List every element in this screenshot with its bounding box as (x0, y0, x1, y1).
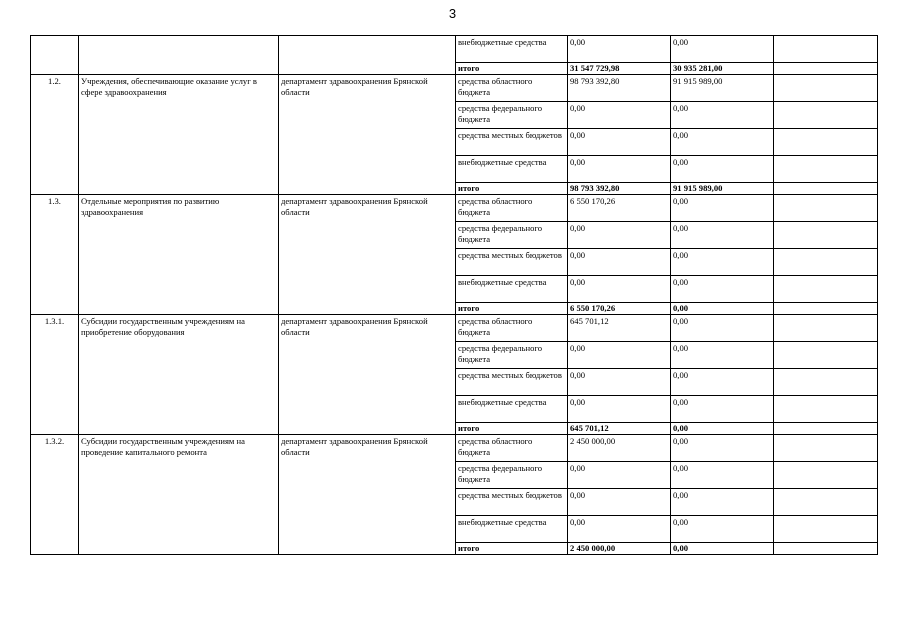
item-name: Субсидии государственным учреждениям на проведение капитального ремонта (79, 435, 279, 555)
table-row (31, 315, 878, 342)
funding-value-2: 0,00 (671, 516, 774, 543)
funding-value-2: 0,00 (671, 156, 774, 183)
funding-source-label: средства местных бюджетов (456, 129, 568, 156)
empty-cell (774, 222, 878, 249)
funding-value-1: 0,00 (568, 249, 671, 276)
carryover-row (31, 36, 878, 63)
funding-source-label: средства областного бюджета (456, 315, 568, 342)
carryover-total-empty (774, 63, 878, 75)
page-number: 3 (448, 6, 457, 21)
carryover-empty-cell (774, 36, 878, 63)
funding-source-label: внебюджетные средства (456, 276, 568, 303)
funding-value-1: 0,00 (568, 462, 671, 489)
item-number: 1.3.1. (31, 315, 79, 435)
table-row (31, 435, 878, 462)
funding-value-2: 0,00 (671, 249, 774, 276)
funding-source-label: средства областного бюджета (456, 195, 568, 222)
funding-value-1: 6 550 170,26 (568, 195, 671, 222)
empty-cell (774, 75, 878, 102)
item-executor: департамент здравоохранения Брянской области (279, 435, 456, 555)
item-number: 1.3.2. (31, 435, 79, 555)
empty-cell (774, 369, 878, 396)
carryover-total-1: 31 547 729,98 (568, 63, 671, 75)
funding-source-label: средства федерального бюджета (456, 462, 568, 489)
empty-cell (774, 195, 878, 222)
budget-table-body (31, 36, 878, 555)
funding-source-label: внебюджетные средства (456, 396, 568, 423)
total-label: итого (456, 543, 568, 555)
funding-value-1: 0,00 (568, 276, 671, 303)
funding-value-2: 0,00 (671, 435, 774, 462)
funding-value-1: 98 793 392,80 (568, 75, 671, 102)
funding-value-2: 0,00 (671, 342, 774, 369)
total-value-1: 2 450 000,00 (568, 543, 671, 555)
carryover-source-label: внебюджетные средства (456, 36, 568, 63)
total-value-1: 6 550 170,26 (568, 303, 671, 315)
funding-value-1: 0,00 (568, 102, 671, 129)
empty-cell (774, 276, 878, 303)
funding-value-1: 0,00 (568, 129, 671, 156)
funding-value-1: 2 450 000,00 (568, 435, 671, 462)
funding-value-1: 0,00 (568, 516, 671, 543)
funding-value-2: 0,00 (671, 276, 774, 303)
funding-value-2: 0,00 (671, 462, 774, 489)
empty-cell (774, 462, 878, 489)
funding-source-label: средства федерального бюджета (456, 222, 568, 249)
funding-value-2: 0,00 (671, 102, 774, 129)
funding-value-1: 0,00 (568, 156, 671, 183)
funding-value-1: 0,00 (568, 342, 671, 369)
funding-value-1: 0,00 (568, 489, 671, 516)
funding-value-2: 0,00 (671, 396, 774, 423)
funding-source-label: средства федерального бюджета (456, 342, 568, 369)
total-value-2: 0,00 (671, 543, 774, 555)
funding-source-label: средства федерального бюджета (456, 102, 568, 129)
empty-cell (774, 342, 878, 369)
total-value-1: 98 793 392,80 (568, 183, 671, 195)
funding-source-label: внебюджетные средства (456, 516, 568, 543)
carryover-total-label: итого (456, 63, 568, 75)
funding-value-2: 0,00 (671, 129, 774, 156)
funding-source-label: средства местных бюджетов (456, 249, 568, 276)
carryover-name-cell (79, 36, 279, 75)
carryover-total-2: 30 935 281,00 (671, 63, 774, 75)
empty-cell (774, 183, 878, 195)
funding-value-2: 0,00 (671, 315, 774, 342)
empty-cell (774, 249, 878, 276)
funding-value-2: 0,00 (671, 489, 774, 516)
funding-source-label: средства местных бюджетов (456, 369, 568, 396)
funding-value-1: 0,00 (568, 222, 671, 249)
table-row (31, 75, 878, 102)
empty-cell (774, 102, 878, 129)
item-executor: департамент здравоохранения Брянской области (279, 315, 456, 435)
empty-cell (774, 129, 878, 156)
budget-table (30, 35, 878, 555)
funding-value-1: 0,00 (568, 369, 671, 396)
funding-value-2: 91 915 989,00 (671, 75, 774, 102)
empty-cell (774, 315, 878, 342)
carryover-executor-cell (279, 36, 456, 75)
funding-value-2: 0,00 (671, 195, 774, 222)
funding-value-1: 0,00 (568, 396, 671, 423)
item-executor: департамент здравоохранения Брянской области (279, 75, 456, 195)
empty-cell (774, 156, 878, 183)
table-row (31, 195, 878, 222)
item-name: Отдельные мероприятия по развитию здравоохранения (79, 195, 279, 315)
funding-source-label: внебюджетные средства (456, 156, 568, 183)
carryover-value-1: 0,00 (568, 36, 671, 63)
carryover-value-2: 0,00 (671, 36, 774, 63)
empty-cell (774, 303, 878, 315)
total-value-1: 645 701,12 (568, 423, 671, 435)
item-number: 1.2. (31, 75, 79, 195)
total-value-2: 0,00 (671, 423, 774, 435)
funding-value-2: 0,00 (671, 222, 774, 249)
item-name: Учреждения, обеспечивающие оказание услуг в сфере здравоохранения (79, 75, 279, 195)
empty-cell (774, 396, 878, 423)
funding-source-label: средства областного бюджета (456, 435, 568, 462)
funding-source-label: средства областного бюджета (456, 75, 568, 102)
funding-source-label: средства местных бюджетов (456, 489, 568, 516)
total-label: итого (456, 183, 568, 195)
funding-value-2: 0,00 (671, 369, 774, 396)
item-executor: департамент здравоохранения Брянской области (279, 195, 456, 315)
item-number: 1.3. (31, 195, 79, 315)
total-value-2: 91 915 989,00 (671, 183, 774, 195)
carryover-num-cell (31, 36, 79, 75)
empty-cell (774, 489, 878, 516)
empty-cell (774, 423, 878, 435)
item-name: Субсидии государственным учреждениям на приобретение оборудования (79, 315, 279, 435)
empty-cell (774, 435, 878, 462)
empty-cell (774, 516, 878, 543)
empty-cell (774, 543, 878, 555)
total-label: итого (456, 423, 568, 435)
total-label: итого (456, 303, 568, 315)
total-value-2: 0,00 (671, 303, 774, 315)
funding-value-1: 645 701,12 (568, 315, 671, 342)
